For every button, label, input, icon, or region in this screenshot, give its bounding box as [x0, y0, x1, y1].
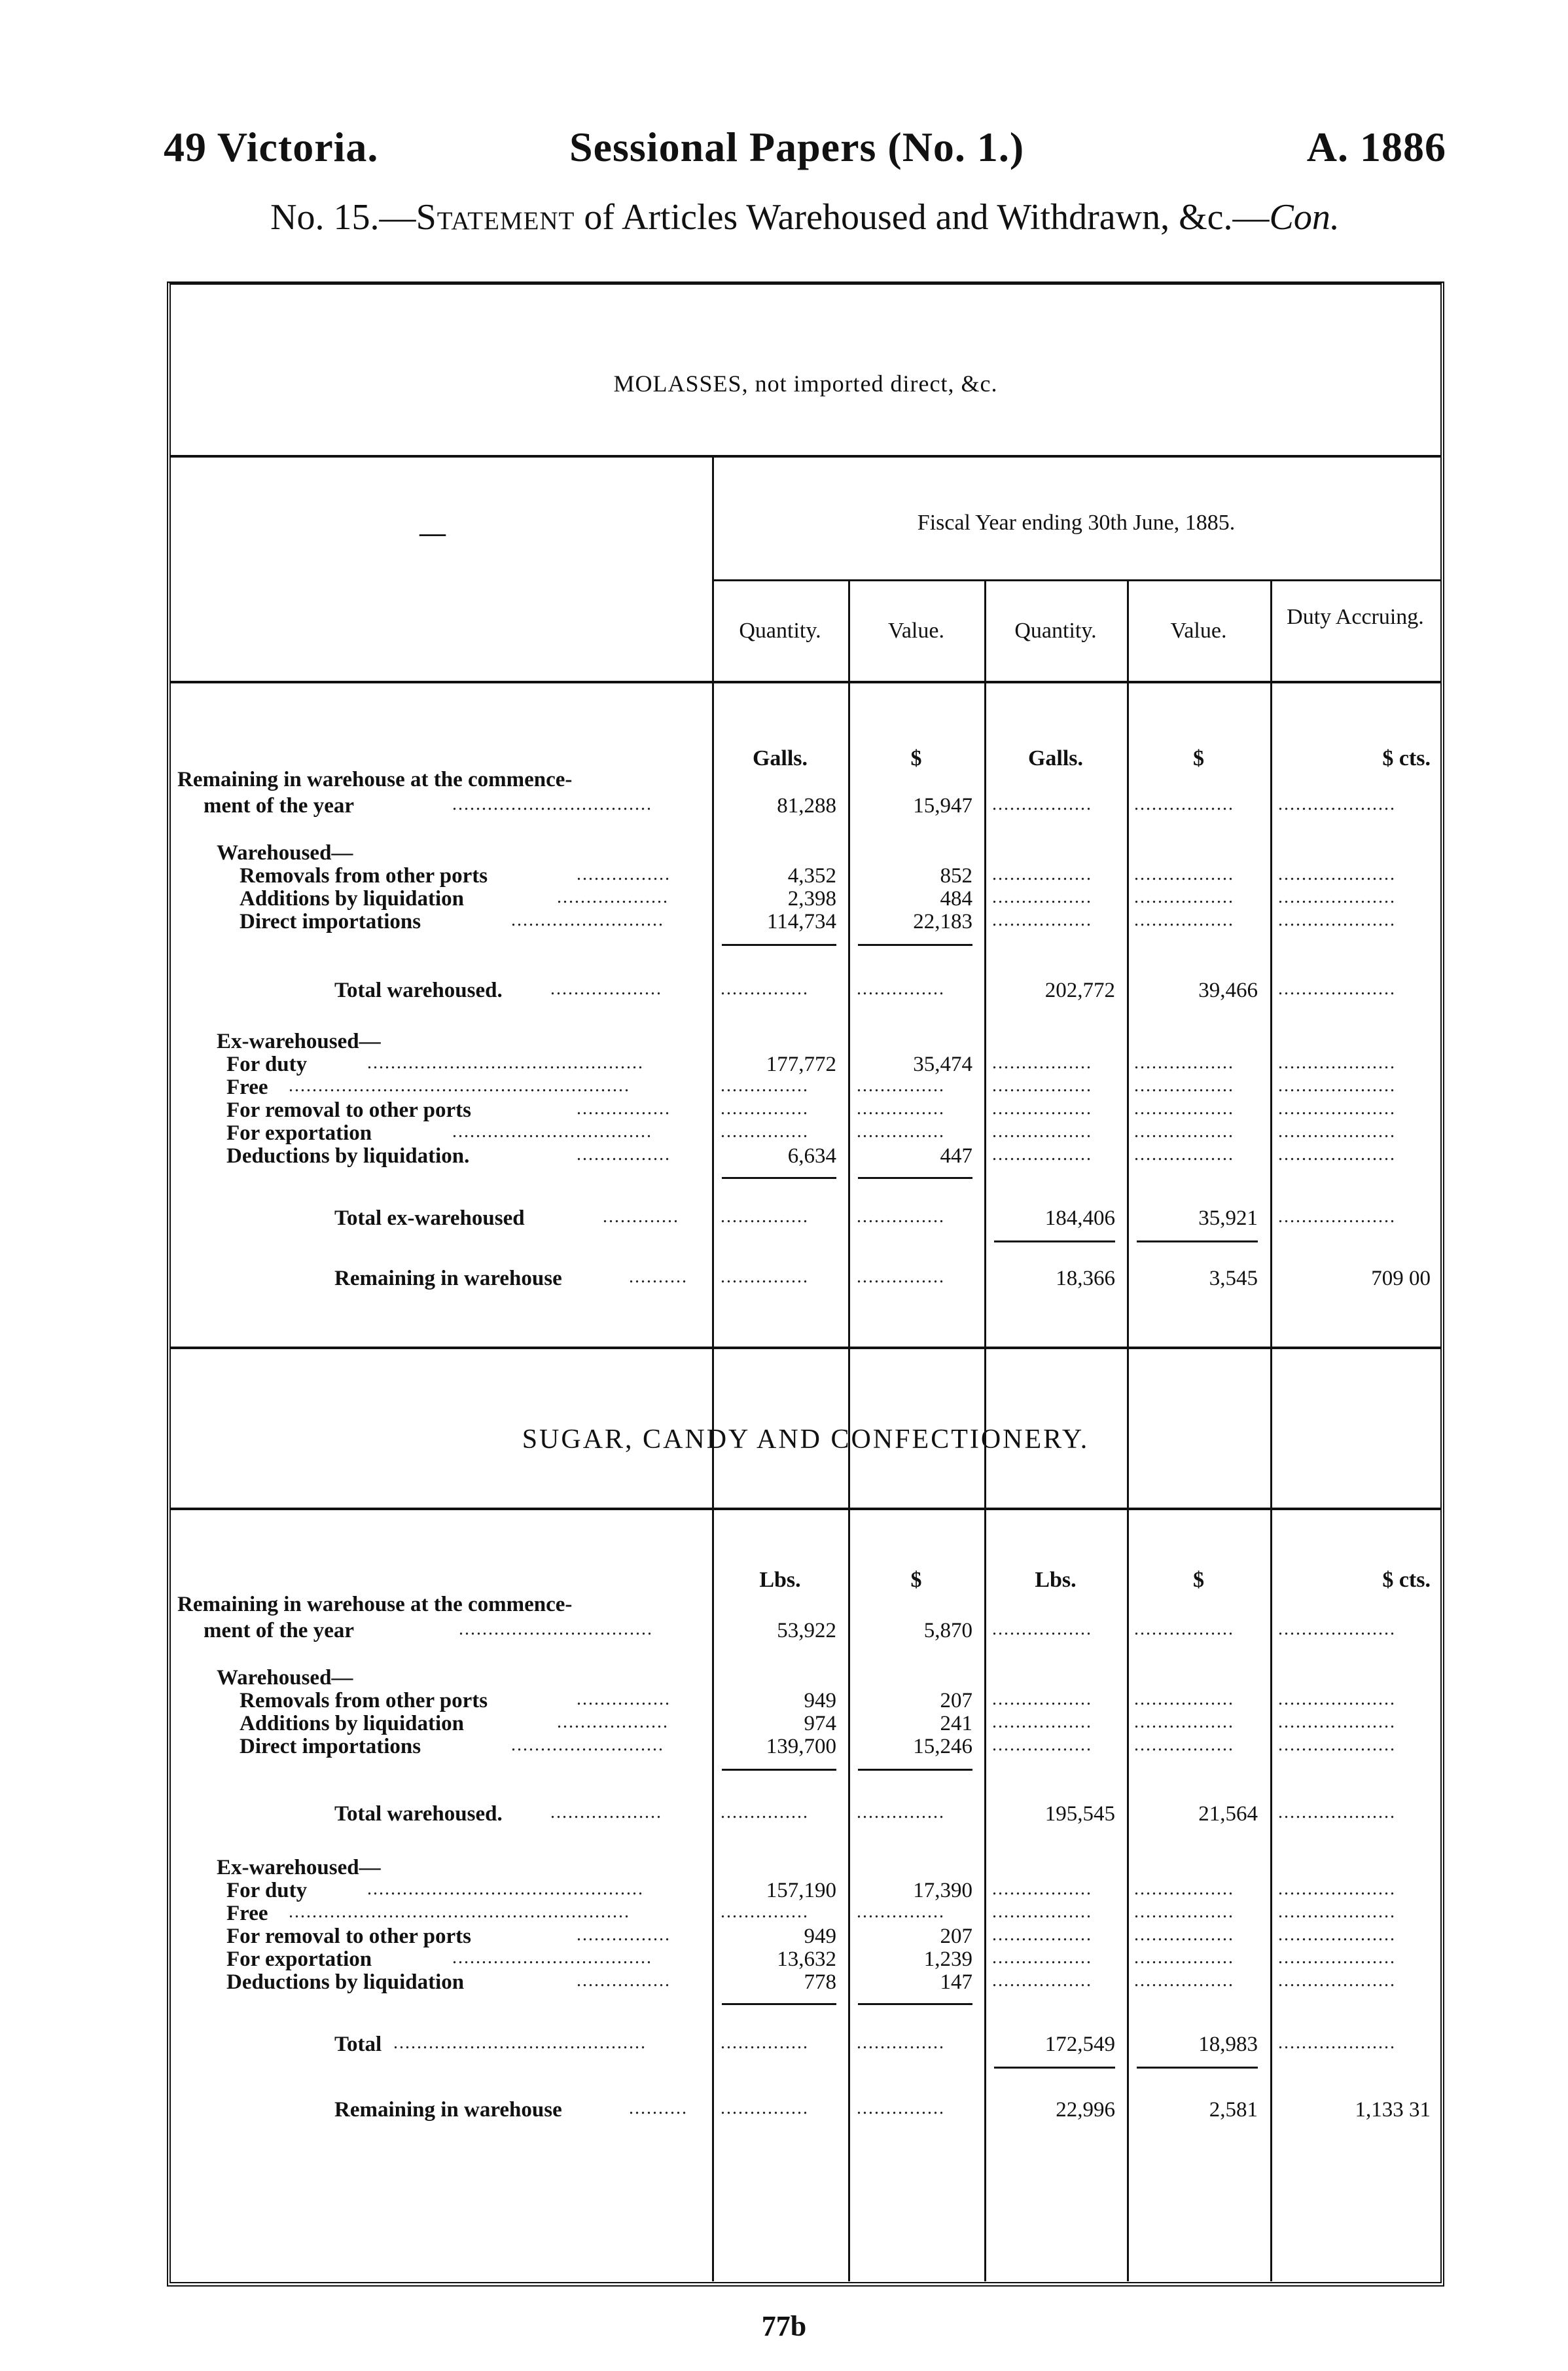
col-quantity-1: Quantity.	[739, 619, 821, 643]
sugar-total-wh-qty: 195,545	[1044, 1802, 1115, 1826]
mol-warehoused-head: Warehoused—	[217, 841, 353, 865]
mol-total-wh-qty: 202,772	[1044, 979, 1115, 1002]
title-statement: Statement	[416, 197, 575, 238]
page-number: 77b	[761, 2310, 807, 2342]
sugar-removal-other-qty: 949	[804, 1925, 836, 1948]
unit-galls-1: Galls.	[752, 746, 808, 770]
sugar-exwh-head: Ex-warehoused—	[217, 1856, 381, 1879]
col-divider	[1127, 579, 1129, 1620]
mol-total-wh-val: 39,466	[1198, 979, 1258, 1002]
header-papers: Sessional Papers (No. 1.)	[569, 124, 1025, 170]
mol-remaining-end-duty: 709 00	[1371, 1267, 1431, 1290]
col-divider	[1127, 1508, 1129, 2281]
page-title	[164, 196, 1446, 238]
sugar-unit-dollar-cts: $ cts.	[1382, 1568, 1431, 1592]
col-divider	[1270, 1508, 1272, 2281]
sugar-total-val: 18,983	[1198, 2033, 1258, 2056]
sugar-direct-val: 15,246	[913, 1735, 972, 1758]
mol-deductions-val: 447	[940, 1144, 972, 1168]
rule	[994, 2067, 1115, 2069]
statement-table: MOLASSES, not imported direct, &c. — Fiscal Year ending 30th June, 1885. Quantity. Value. Quantity. Value. Duty Accruing. Galls. $ Galls. $ $ cts. Remaining in warehouse at the commence- ment of the year .................................. 81,288 15,947 ................. ................. .................... Warehoused— Removals from other ports ................ 4,352 852 ................. ................. .................... Additions by liquidation ................... 2,398 484 ................. ................. .................... Direct importations .......................... 114,734 22,183 ................. ................. .................... Total warehoused. ................... ............... ............... 202,772 39,466 .................... Ex-warehoused— For duty ............................................... 177,772 35,474 ................. ................. .................... Free .......................................................... ............... ............... ................. ................. .................... For removal to other ports ................ ............... ............... ................. ................. .................... For exportation .................................. ............... ............... ................. ................. .................... Deductions by liquidation. ................ 6,634 447 ................. ................. .................... Total ex-warehoused ............. ............... ............... 184,406 35,921 .................... Remaining in warehouse .......... ............... ............... 18,366 3,545 709 00 SUGAR, CANDY AND CONFECTIONERY. Lbs. $ Lbs. $ $ cts. Remaining in warehouse at the commence- ment of the year ................................. 53,922 5,870 ................. ................. .................... Warehoused— Removals from other ports ................ 949 207 ................. ................. .................... Additions by liquidation ................... 974 241 ................. ................. .................... Direct importations .......................... 139,700 15,246 ................. ................. .................... Total warehoused. ................... ............... ............... 195,545 21,564 .................... Ex-warehoused— For duty ............................................... 157,190 17,390 ................. ................. .................... Free .......................................................... ............... ............... ................. ................. .................... For removal to other ports ................ 949 207 ................. ................. .................... For exportation .................................. 13,632 1,239 ................. ................. .................... Deductions by liquidation ................ 778 147 ................. ................. .................... Total ........................................... ............... ............... 172,549 18,983 .................... Remaining in warehouse .......... ............... ............... 22,996 2,581 1,133 31	[167, 281, 1444, 2287]
sugar-total-qty: 172,549	[1044, 2033, 1115, 2056]
sugar-remaining-end-qty: 22,996	[1056, 2098, 1115, 2122]
mol-remaining-end-label: Remaining in warehouse	[334, 1267, 562, 1290]
sugar-remaining-end-label: Remaining in warehouse	[334, 2098, 562, 2122]
sugar-liquidation-label: Additions by liquidation	[240, 1712, 464, 1735]
col-divider	[848, 579, 850, 1620]
title-con: Con.	[1269, 197, 1340, 238]
sugar-free-label: Free	[226, 1902, 268, 1925]
col-divider	[984, 579, 986, 1620]
rule	[712, 579, 1440, 581]
col-divider	[848, 1508, 850, 2281]
sugar-warehoused-head: Warehoused—	[217, 1666, 353, 1690]
sugar-remaining-end-duty: 1,133 31	[1355, 2098, 1431, 2122]
mol-direct-qty: 114,734	[766, 910, 836, 933]
sugar-removal-other-label: For removal to other ports	[226, 1925, 471, 1948]
molasses-section-title: MOLASSES, not imported direct, &c.	[613, 371, 998, 397]
sugar-direct-qty: 139,700	[766, 1735, 836, 1758]
sugar-total-wh-label: Total warehoused.	[334, 1802, 503, 1826]
mol-deductions-label: Deductions by liquidation.	[226, 1144, 470, 1168]
mol-liquidation-label: Additions by liquidation	[240, 887, 464, 911]
mol-remaining-end-val: 3,545	[1209, 1267, 1258, 1290]
sugar-unit-lbs-1: Lbs.	[759, 1568, 801, 1592]
mol-liquidation-qty: 2,398	[787, 887, 836, 911]
unit-galls-2: Galls.	[1027, 746, 1084, 770]
label-column-dash: —	[419, 518, 446, 547]
rule	[722, 944, 836, 946]
mol-remaining-end-qty: 18,366	[1056, 1267, 1115, 1290]
mol-for-duty-val: 35,474	[913, 1053, 972, 1076]
header-session: 49 Victoria.	[164, 124, 379, 170]
sugar-removals-val: 207	[940, 1689, 972, 1712]
sugar-deductions-label: Deductions by liquidation	[226, 1970, 465, 1994]
rule	[171, 1508, 1440, 1510]
sugar-section-title: SUGAR, CANDY AND CONFECTIONERY.	[522, 1424, 1090, 1455]
sugar-unit-dollar-1: $	[910, 1568, 922, 1592]
title-rest: of Articles Warehoused and Withdrawn, &c.—	[575, 197, 1270, 238]
sugar-removals-label: Removals from other ports	[240, 1689, 488, 1712]
sugar-deductions-qty: 778	[804, 1970, 836, 1994]
title-prefix: No. 15.—	[270, 197, 416, 238]
sugar-exportation-label: For exportation	[226, 1947, 372, 1971]
rule	[858, 944, 972, 946]
rule	[858, 1769, 972, 1771]
rule	[722, 1769, 836, 1771]
mol-for-duty-label: For duty	[226, 1053, 308, 1076]
sugar-for-duty-val: 17,390	[913, 1879, 972, 1902]
sugar-total-label: Total	[334, 2033, 382, 2056]
mol-total-exwh-label: Total ex-warehoused	[334, 1206, 525, 1230]
mol-start-val: 15,947	[913, 794, 972, 818]
unit-dollar-2: $	[1193, 746, 1204, 770]
header-year: A. 1886	[1306, 124, 1446, 170]
running-header	[164, 123, 1446, 182]
sugar-liquidation-val: 241	[940, 1712, 972, 1735]
col-divider	[712, 1508, 714, 2281]
sugar-unit-dollar-2: $	[1193, 1568, 1204, 1592]
mol-start-qty: 81,288	[777, 794, 836, 818]
unit-dollar-1: $	[910, 746, 922, 770]
col-divider	[1270, 579, 1272, 1620]
mol-liquidation-val: 484	[940, 887, 972, 911]
rule	[1137, 2067, 1258, 2069]
sugar-direct-label: Direct importations	[240, 1735, 421, 1758]
mol-total-wh-label: Total warehoused.	[334, 979, 503, 1002]
mol-direct-label: Direct importations	[240, 910, 421, 933]
rule	[858, 2003, 972, 2005]
rule	[171, 1347, 1440, 1349]
sugar-total-wh-val: 21,564	[1198, 1802, 1258, 1826]
row-remaining-start-line2: ment of the year	[204, 794, 355, 818]
mol-deductions-qty: 6,634	[787, 1144, 836, 1168]
sugar-exportation-val: 1,239	[923, 1947, 972, 1971]
sugar-remaining-start-line1: Remaining in warehouse at the commence-	[177, 1593, 573, 1616]
mol-exwh-head: Ex-warehoused—	[217, 1030, 381, 1053]
sugar-unit-lbs-2: Lbs.	[1035, 1568, 1077, 1592]
mol-total-exwh-val: 35,921	[1198, 1206, 1258, 1230]
sugar-start-qty: 53,922	[777, 1619, 836, 1642]
rule	[994, 1240, 1115, 1242]
rule	[858, 1177, 972, 1179]
sugar-exportation-qty: 13,632	[777, 1947, 836, 1971]
sugar-liquidation-qty: 974	[804, 1712, 836, 1735]
sugar-removals-qty: 949	[804, 1689, 836, 1712]
sugar-removal-other-val: 207	[940, 1925, 972, 1948]
mol-for-duty-qty: 177,772	[766, 1053, 836, 1076]
mol-removals-qty: 4,352	[787, 864, 836, 888]
row-remaining-start-line1: Remaining in warehouse at the commence-	[177, 768, 573, 791]
mol-total-exwh-qty: 184,406	[1044, 1206, 1115, 1230]
sugar-for-duty-qty: 157,190	[766, 1879, 836, 1902]
sugar-remaining-start-line2: ment of the year	[204, 1619, 355, 1642]
col-quantity-2: Quantity.	[1014, 619, 1097, 643]
mol-free-label: Free	[226, 1076, 268, 1099]
mol-exportation-label: For exportation	[226, 1121, 372, 1145]
col-value-1: Value.	[888, 619, 944, 643]
col-duty-accruing: Duty Accruing.	[1287, 605, 1424, 629]
mol-removals-label: Removals from other ports	[240, 864, 488, 888]
sugar-for-duty-label: For duty	[226, 1879, 308, 1902]
rule	[1137, 1240, 1258, 1242]
mol-removals-val: 852	[940, 864, 972, 888]
mol-direct-val: 22,183	[913, 910, 972, 933]
sugar-remaining-end-val: 2,581	[1209, 2098, 1258, 2122]
sugar-deductions-val: 147	[940, 1970, 972, 1994]
mol-removal-other-label: For removal to other ports	[226, 1098, 471, 1122]
sugar-start-val: 5,870	[923, 1619, 972, 1642]
rule	[171, 681, 1440, 683]
rule	[722, 1177, 836, 1179]
col-value-2: Value.	[1170, 619, 1227, 643]
rule	[722, 2003, 836, 2005]
col-divider	[984, 1508, 986, 2281]
fiscal-year-heading: Fiscal Year ending 30th June, 1885.	[917, 511, 1236, 535]
unit-dollar-cts: $ cts.	[1382, 746, 1431, 770]
rule	[171, 455, 1440, 458]
